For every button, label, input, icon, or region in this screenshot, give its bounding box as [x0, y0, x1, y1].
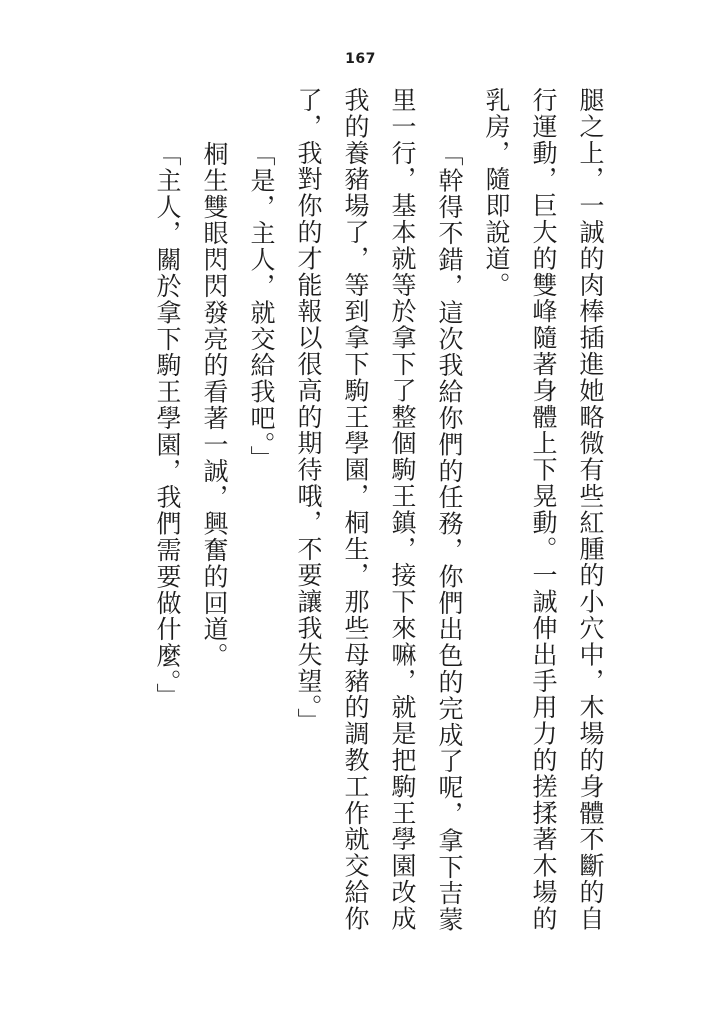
paragraph-narration-2: 桐生雙眼閃閃發亮的看著一誠，興奮的回道。 — [200, 140, 227, 669]
paragraph-narration-1: 腿之上，一誠的肉棒插進她略微有些紅腫的小穴中，木場的身體不斷的自行運動，巨大的雙峰隨著身體上下晃動。一誠伸出手用力的搓揉著木場的乳房，隨即說道。 — [482, 87, 603, 932]
paragraph-dialogue-2: 「是，主人，就交給我吧。」 — [247, 140, 274, 472]
body-text — [143, 87, 613, 933]
paragraph-dialogue-1: 「幹得不錯，這次我給你們的任務，你們出色的完成了呢，拿下吉蒙里一行，基本就等於拿下了整個駒王鎮，接下來嘛，就是把駒王學園改成我的養豬場了，等到拿下駒王學園，桐生，那些母豬的調教工作就交給你了，我對你的才能報以很高的期待哦，不要讓我失望。」 — [294, 87, 462, 933]
page-number: 167 — [345, 51, 376, 67]
paragraph-dialogue-3: 「主人，關於拿下駒王學園，我們需要做什麼。」 — [153, 140, 180, 710]
